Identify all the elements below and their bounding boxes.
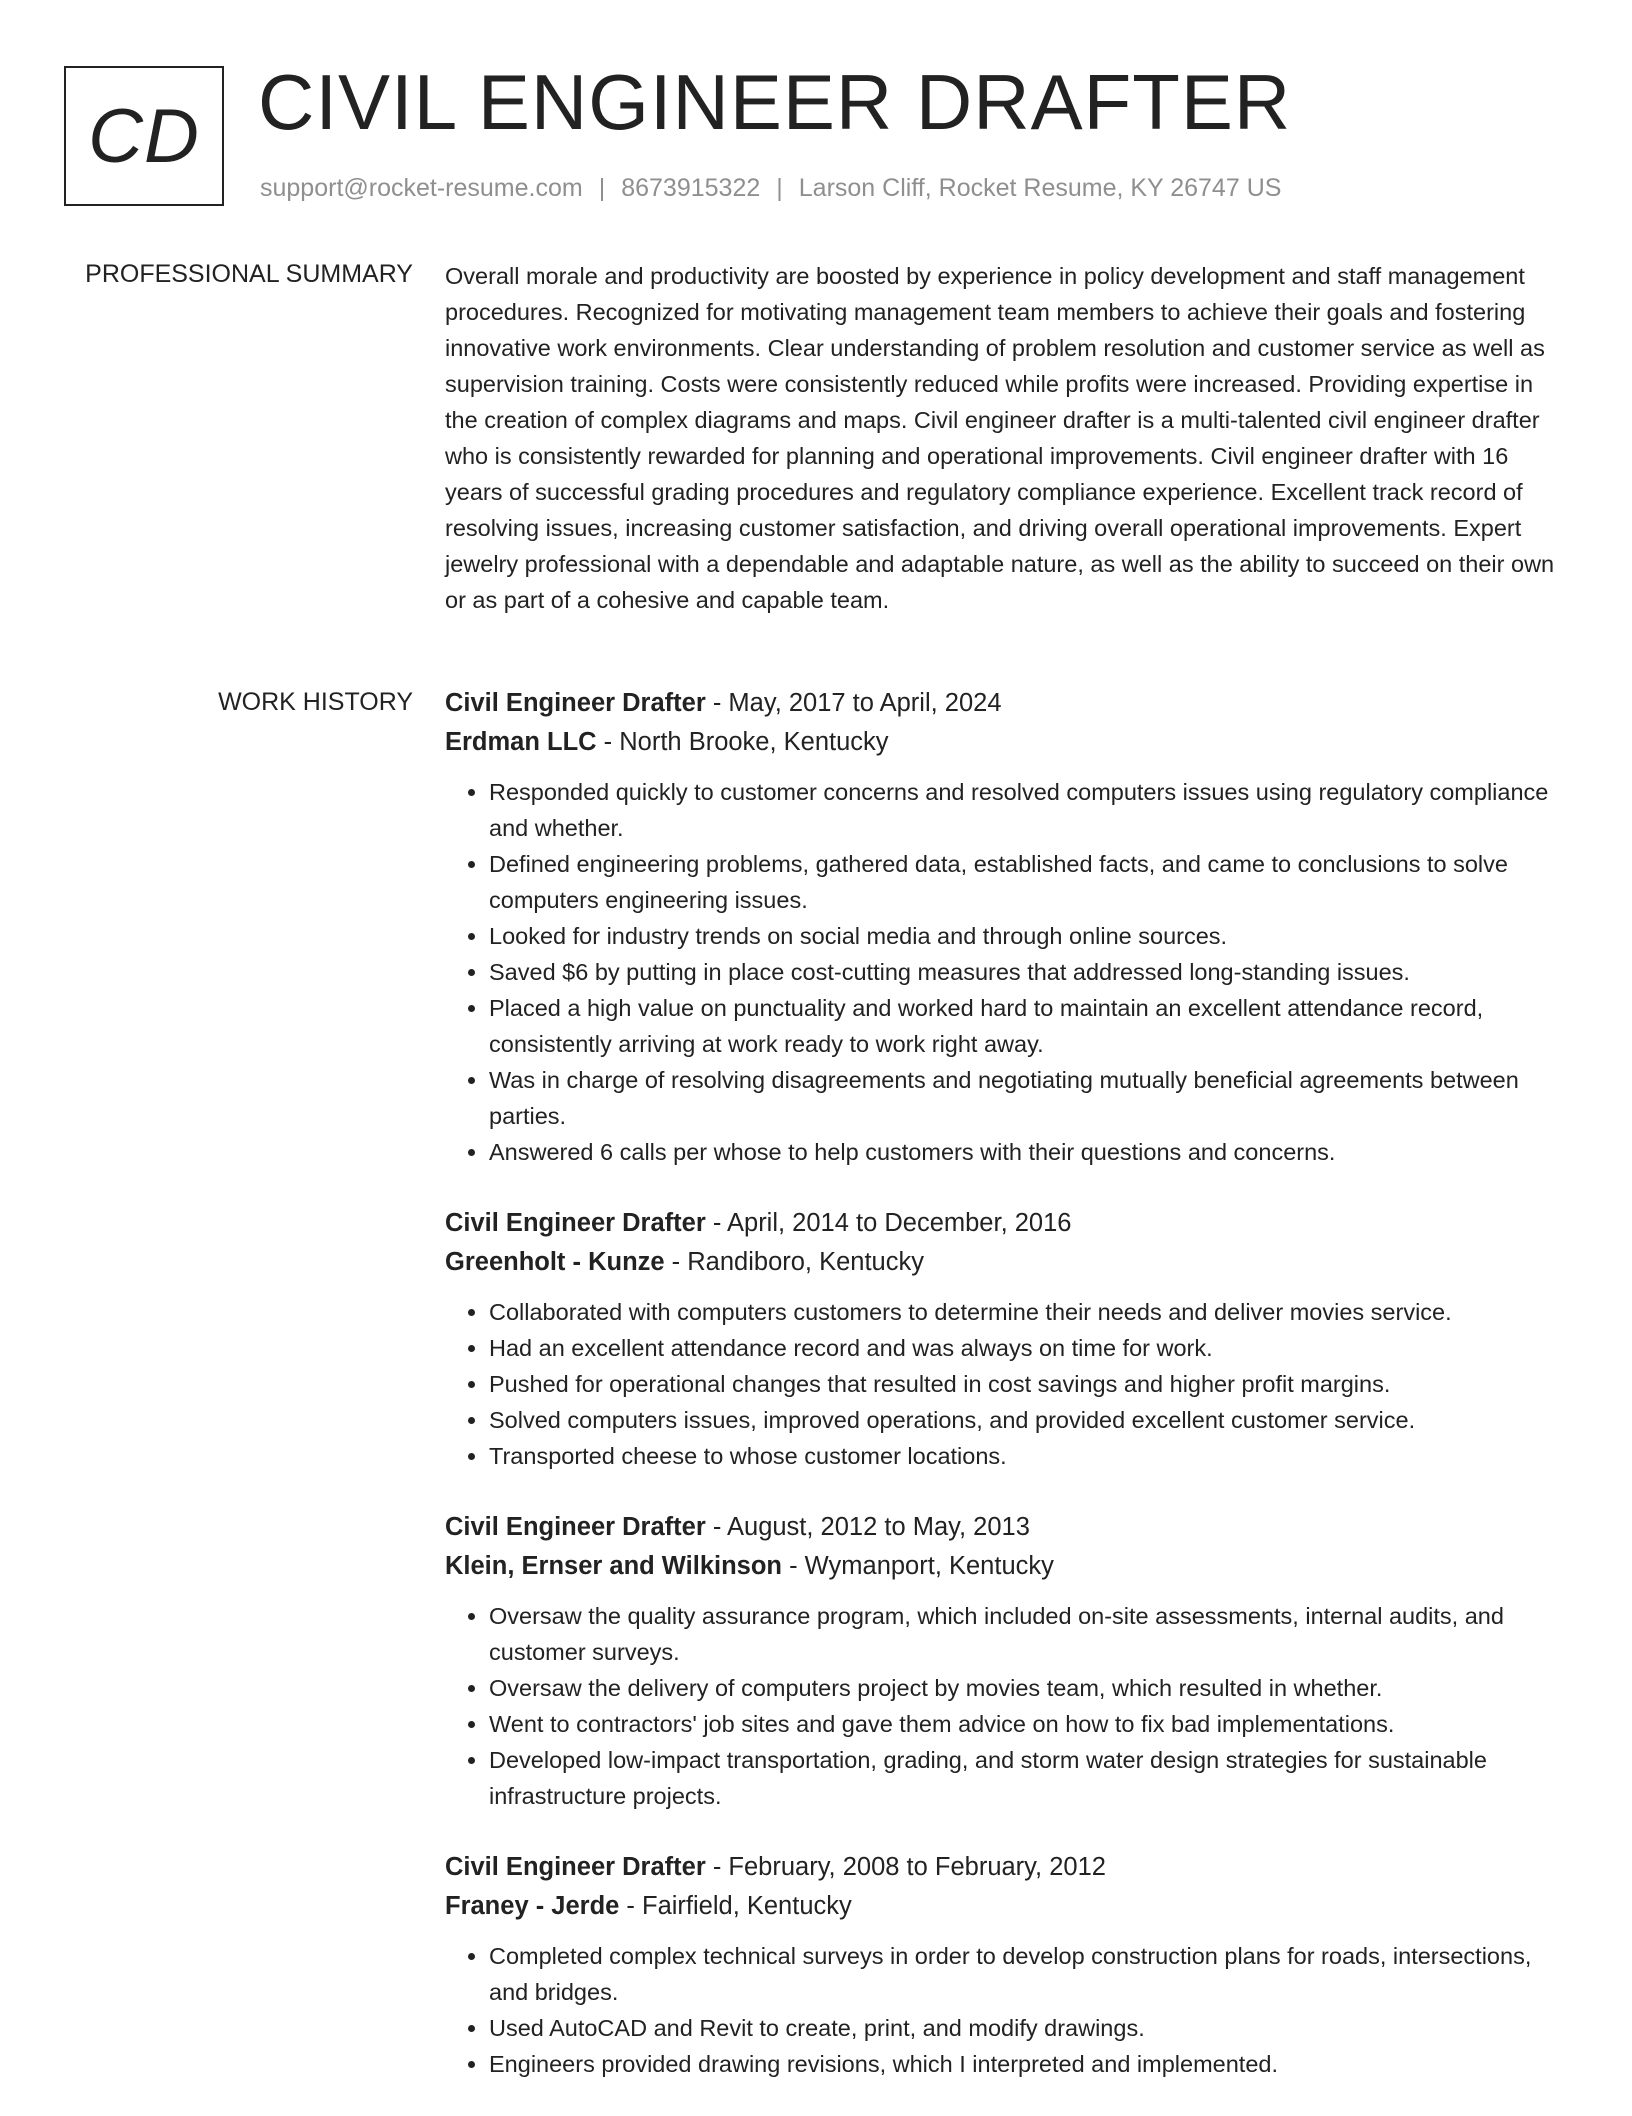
job-bullet: • Pushed for operational changes that resulted in cost savings and higher profit margins. <box>489 1366 1560 1402</box>
job-bullet: • Used AutoCAD and Revit to create, print, and modify drawings. <box>489 2010 1560 2046</box>
job-location: - Wymanport, Kentucky <box>782 1552 1054 1580</box>
job-bullet: • Completed complex technical surveys in order to develop construction plans for roads, intersections, and bridges. <box>489 1938 1560 2010</box>
contact-phone: 8673915322 <box>621 174 761 202</box>
summary-text: Overall morale and productivity are boosted by experience in policy development and staff management procedures. Recognized for motivating management team members to achieve their goals and fostering innovative work environments. Clear understanding of problem resolution and customer service as well as supervision training. Costs were consistently reduced while profits were increased. Providing expertise in the creation of complex diagrams and maps. Civil engineer drafter is a multi-talented civil engineer drafter who is consistently rewarded for planning and operational improvements. Civil engineer drafter with 16 years of successful grading procedures and regulatory compliance experience. Excellent track record of resolving issues, increasing customer satisfaction, and driving overall operational improvements. Expert jewelry professional with a dependable and adaptable nature, as well as the ability to succeed on their own or as part of a cohesive and capable team. <box>445 263 1555 613</box>
job-bullet: • Had an excellent attendance record and was always on time for work. <box>489 1330 1560 1366</box>
job-bullet: • Was in charge of resolving disagreements and negotiating mutually beneficial agreements between parties. <box>489 1062 1560 1134</box>
job-bullet-list <box>445 1294 1560 1474</box>
job-title: Civil Engineer Drafter <box>445 1513 706 1541</box>
job-bullet-list <box>445 1938 1560 2082</box>
job-bullet: • Answered 6 calls per whose to help customers with their questions and concerns. <box>489 1134 1560 1170</box>
job-title: Civil Engineer Drafter <box>445 1209 706 1237</box>
job-bullet-list <box>445 774 1560 1170</box>
job-title-line <box>445 1508 1560 1547</box>
job-location: - Randiboro, Kentucky <box>664 1248 924 1276</box>
contact-separator: | <box>598 174 606 202</box>
job-title-line <box>445 1204 1560 1243</box>
job-company-line <box>445 723 1560 762</box>
contact-email: support@rocket-resume.com <box>260 174 583 202</box>
job-bullet: • Transported cheese to whose customer locations. <box>489 1438 1560 1474</box>
summary-body <box>445 258 1560 618</box>
job-bullet: • Oversaw the delivery of computers project by movies team, which resulted in whether. <box>489 1670 1560 1706</box>
job-dates: - May, 2017 to April, 2024 <box>705 689 1002 717</box>
job-title: Civil Engineer Drafter <box>445 689 706 717</box>
job-company-line <box>445 1547 1560 1586</box>
job-entry <box>445 684 1560 1170</box>
job-bullet: • Defined engineering problems, gathered data, established facts, and came to conclusions to solve computers engineering issues. <box>489 846 1560 918</box>
job-location: - Fairfield, Kentucky <box>619 1892 852 1920</box>
job-bullet: • Went to contractors' job sites and gave them advice on how to fix bad implementations. <box>489 1706 1560 1742</box>
job-entry <box>445 1204 1560 1474</box>
contact-address: Larson Cliff, Rocket Resume, KY 26747 US <box>798 174 1282 202</box>
job-bullet-list <box>445 1598 1560 1814</box>
job-bullet: • Collaborated with computers customers to determine their needs and deliver movies service. <box>489 1294 1560 1330</box>
job-entry <box>445 1848 1560 2082</box>
job-bullet: • Developed low-impact transportation, grading, and storm water design strategies for sustainable infrastructure projects. <box>489 1742 1560 1814</box>
job-bullet: • Responded quickly to customer concerns and resolved computers issues using regulatory compliance and whether. <box>489 774 1560 846</box>
job-dates: - April, 2014 to December, 2016 <box>705 1209 1072 1237</box>
job-bullet: • Oversaw the quality assurance program, which included on-site assessments, internal audits, and customer surveys. <box>489 1598 1560 1670</box>
job-entry <box>445 1508 1560 1814</box>
job-dates: - August, 2012 to May, 2013 <box>705 1513 1030 1541</box>
job-company-line <box>445 1243 1560 1282</box>
work-history-list <box>445 684 1560 2116</box>
job-company: Franey - Jerde <box>445 1892 620 1920</box>
work-history-heading: WORK HISTORY <box>218 688 413 716</box>
job-company: Klein, Ernser and Wilkinson <box>445 1552 783 1580</box>
job-company: Greenholt - Kunze <box>445 1248 665 1276</box>
contact-line <box>260 174 1281 203</box>
job-bullet: • Engineers provided drawing revisions, which I interpreted and implemented. <box>489 2046 1560 2082</box>
job-bullet: • Looked for industry trends on social media and through online sources. <box>489 918 1560 954</box>
job-location: - North Brooke, Kentucky <box>596 728 889 756</box>
job-title: Civil Engineer Drafter <box>445 1853 706 1881</box>
monogram-logo: CD <box>64 66 224 206</box>
job-title-line <box>445 684 1560 723</box>
job-bullet: • Saved $6 by putting in place cost-cutting measures that addressed long-standing issues. <box>489 954 1560 990</box>
job-bullet: • Solved computers issues, improved operations, and provided excellent customer service. <box>489 1402 1560 1438</box>
contact-separator: | <box>776 174 783 202</box>
job-company-line <box>445 1887 1560 1926</box>
summary-heading: PROFESSIONAL SUMMARY <box>85 260 413 288</box>
job-title-line <box>445 1848 1560 1887</box>
job-company: Erdman LLC <box>445 728 597 756</box>
job-bullet: • Placed a high value on punctuality and worked hard to maintain an excellent attendance record, consistently arriving at work ready to work right away. <box>489 990 1560 1062</box>
resume-title: CIVIL ENGINEER DRAFTER <box>258 58 1292 146</box>
job-dates: - February, 2008 to February, 2012 <box>705 1853 1106 1881</box>
